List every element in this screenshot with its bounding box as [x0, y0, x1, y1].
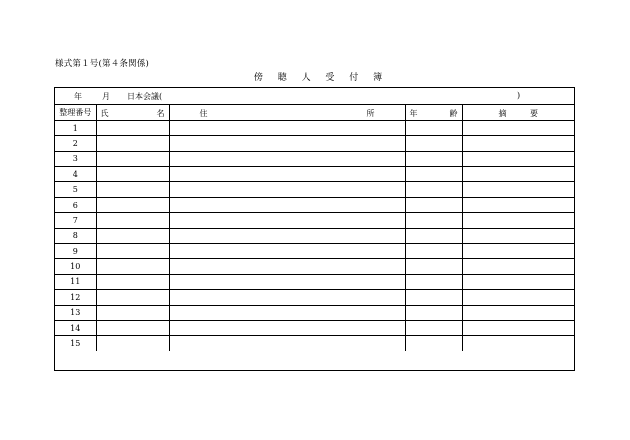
summary-cell[interactable] [462, 290, 574, 305]
name-cell[interactable] [96, 320, 169, 335]
row-number: 3 [55, 151, 96, 166]
summary-cell[interactable] [462, 320, 574, 335]
row-number: 7 [55, 213, 96, 228]
header-age [405, 105, 462, 120]
address-cell[interactable] [169, 336, 405, 351]
age-cell[interactable] [405, 290, 462, 305]
address-cell[interactable] [169, 290, 405, 305]
table-row [55, 120, 574, 135]
age-cell[interactable] [405, 151, 462, 166]
summary-cell[interactable] [462, 213, 574, 228]
address-cell[interactable] [169, 320, 405, 335]
address-cell[interactable] [169, 213, 405, 228]
name-cell[interactable] [96, 120, 169, 135]
name-cell[interactable] [96, 259, 169, 274]
row-number: 14 [55, 320, 96, 335]
table-row [55, 259, 574, 274]
name-cell[interactable] [96, 274, 169, 289]
address-cell[interactable] [169, 151, 405, 166]
table-row [55, 274, 574, 289]
month-label: 月 [102, 92, 110, 101]
name-cell[interactable] [96, 151, 169, 166]
name-cell[interactable] [96, 182, 169, 197]
table-row [55, 320, 574, 335]
table-row [55, 136, 574, 151]
form-number-label: 様式第１号(第４条関係) [55, 59, 150, 69]
address-cell[interactable] [169, 274, 405, 289]
age-cell[interactable] [405, 336, 462, 351]
address-cell[interactable] [169, 120, 405, 135]
summary-cell[interactable] [462, 305, 574, 320]
address-cell[interactable] [169, 182, 405, 197]
row-number: 15 [55, 336, 96, 351]
register-grid [55, 105, 574, 351]
header-summary [462, 105, 574, 120]
summary-cell[interactable] [462, 136, 574, 151]
document-title: 傍 聴 人 受 付 簿 [253, 73, 389, 83]
address-cell[interactable] [169, 136, 405, 151]
age-cell[interactable] [405, 167, 462, 182]
table-row [55, 167, 574, 182]
year-label: 年 [74, 92, 82, 101]
summary-cell[interactable] [462, 167, 574, 182]
table-row [55, 213, 574, 228]
table-row [55, 290, 574, 305]
row-number: 6 [55, 197, 96, 212]
row-number: 11 [55, 274, 96, 289]
header-age-left: 年 [409, 109, 418, 118]
row-number: 8 [55, 228, 96, 243]
name-cell[interactable] [96, 228, 169, 243]
session-info-row [55, 88, 574, 105]
name-cell[interactable] [96, 213, 169, 228]
header-name-left: 氏 [100, 109, 109, 118]
address-cell[interactable] [169, 197, 405, 212]
header-address [169, 105, 405, 120]
row-number: 13 [55, 305, 96, 320]
age-cell[interactable] [405, 274, 462, 289]
name-cell[interactable] [96, 136, 169, 151]
name-cell[interactable] [96, 290, 169, 305]
table-row [55, 336, 574, 351]
address-cell[interactable] [169, 228, 405, 243]
summary-cell[interactable] [462, 274, 574, 289]
age-cell[interactable] [405, 244, 462, 259]
summary-cell[interactable] [462, 259, 574, 274]
row-number: 4 [55, 167, 96, 182]
address-cell[interactable] [169, 167, 405, 182]
address-cell[interactable] [169, 259, 405, 274]
address-cell[interactable] [169, 244, 405, 259]
name-cell[interactable] [96, 305, 169, 320]
row-number: 9 [55, 244, 96, 259]
age-cell[interactable] [405, 320, 462, 335]
age-cell[interactable] [405, 120, 462, 135]
summary-cell[interactable] [462, 244, 574, 259]
table-row [55, 244, 574, 259]
row-number: 2 [55, 136, 96, 151]
summary-cell[interactable] [462, 197, 574, 212]
name-cell[interactable] [96, 167, 169, 182]
header-name [96, 105, 169, 120]
name-cell[interactable] [96, 336, 169, 351]
header-name-right: 名 [156, 109, 165, 118]
age-cell[interactable] [405, 259, 462, 274]
table-row [55, 305, 574, 320]
age-cell[interactable] [405, 228, 462, 243]
header-number: 整理番号 [55, 105, 96, 120]
row-number: 1 [55, 120, 96, 135]
header-address-left: 住 [199, 109, 208, 118]
table-row [55, 182, 574, 197]
meeting-label: 日本会議( [127, 92, 163, 101]
name-cell[interactable] [96, 197, 169, 212]
row-number: 10 [55, 259, 96, 274]
row-number: 5 [55, 182, 96, 197]
table-row [55, 151, 574, 166]
header-age-right: 齢 [449, 109, 458, 118]
header-summary-right: 要 [530, 109, 538, 118]
age-cell[interactable] [405, 136, 462, 151]
age-cell[interactable] [405, 182, 462, 197]
summary-cell[interactable] [462, 336, 574, 351]
age-cell[interactable] [405, 197, 462, 212]
summary-cell[interactable] [462, 120, 574, 135]
row-number: 12 [55, 290, 96, 305]
summary-cell[interactable] [462, 151, 574, 166]
summary-cell[interactable] [462, 182, 574, 197]
age-cell[interactable] [405, 305, 462, 320]
header-address-right: 所 [366, 109, 375, 118]
table-row [55, 197, 574, 212]
header-summary-left: 摘 [498, 109, 507, 118]
name-cell[interactable] [96, 244, 169, 259]
address-cell[interactable] [169, 305, 405, 320]
summary-cell[interactable] [462, 228, 574, 243]
table-row [55, 228, 574, 243]
header-row [55, 105, 574, 120]
visitor-register-table [54, 87, 575, 371]
meeting-close-paren: ) [517, 91, 521, 100]
age-cell[interactable] [405, 213, 462, 228]
